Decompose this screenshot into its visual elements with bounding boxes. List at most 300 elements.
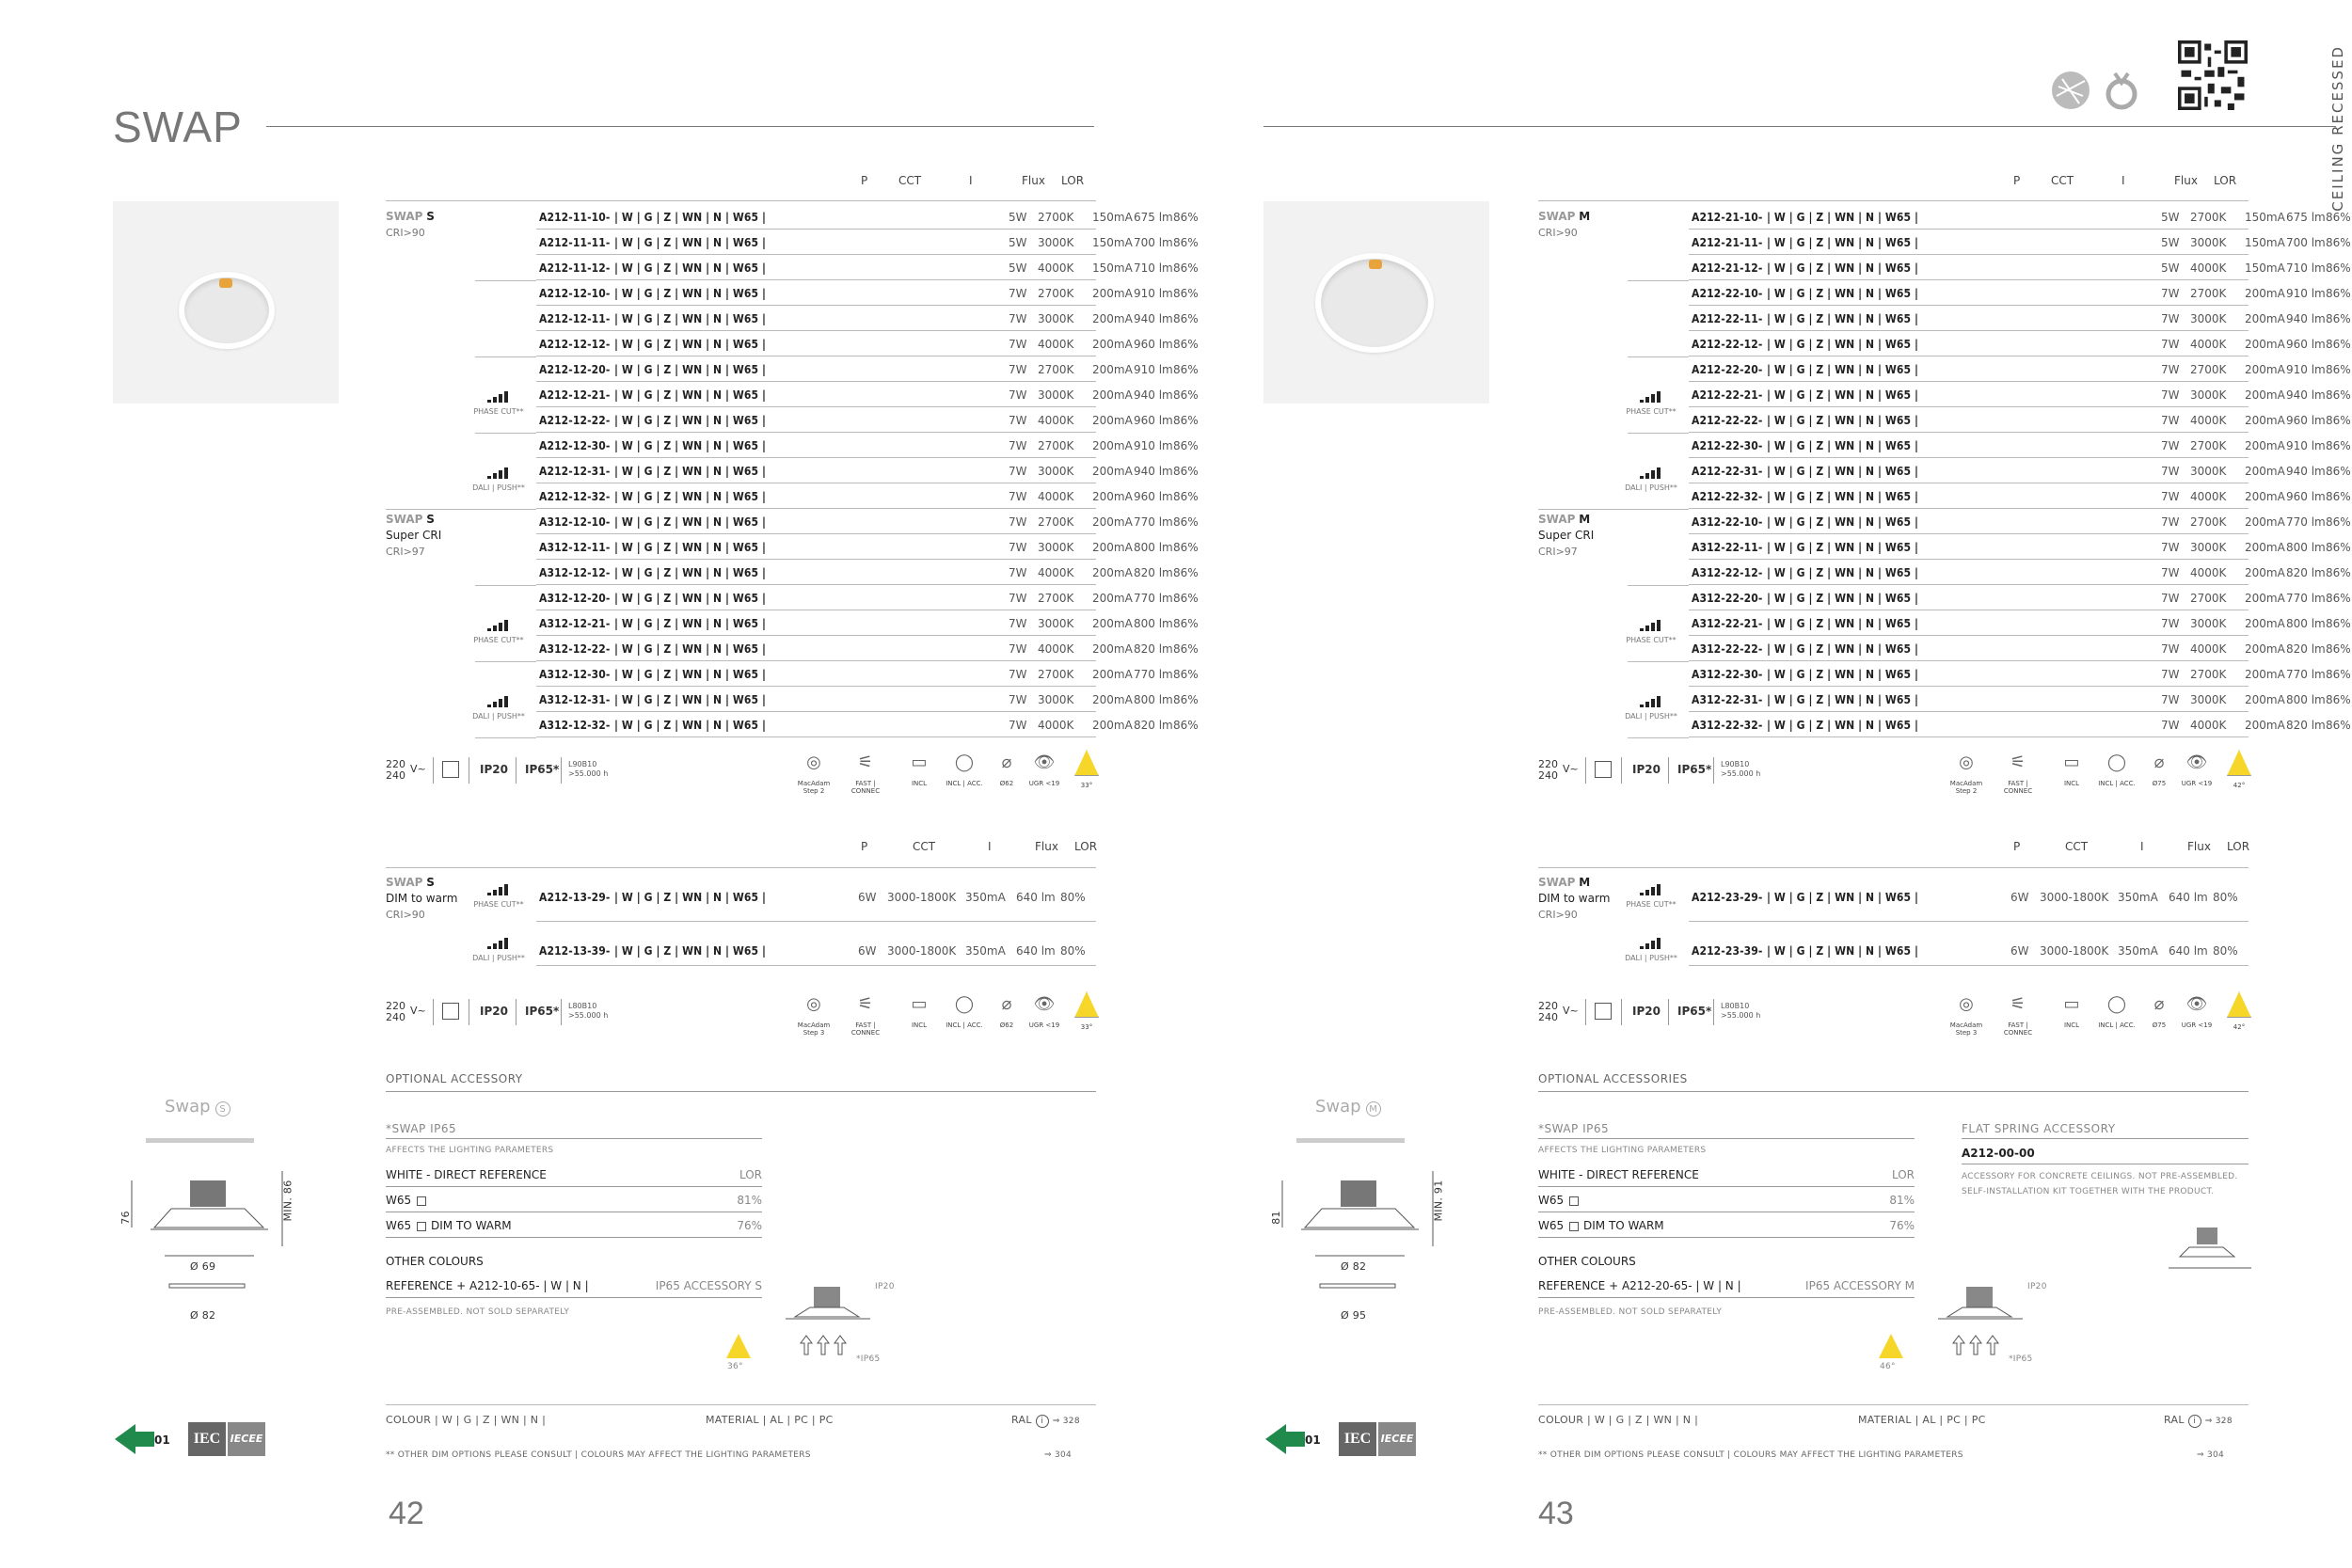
colour-options: | W | G | Z | WN | N | W65 | bbox=[1767, 236, 1918, 249]
dim-mode-label: DALI | PUSH** bbox=[472, 483, 525, 492]
colour-options: | W | G | Z | WN | N | W65 | bbox=[614, 566, 766, 579]
column-header: Flux bbox=[1022, 174, 1045, 187]
reference-row[interactable] bbox=[386, 1275, 762, 1298]
table-row[interactable] bbox=[536, 306, 1199, 331]
voltage-unit: V~ bbox=[1563, 763, 1579, 775]
current-value: 200mA bbox=[1092, 592, 1133, 605]
diameter-outer: Ø 82 bbox=[190, 1309, 216, 1322]
dim-page-link[interactable]: ⇒ 304 bbox=[1044, 1450, 1073, 1460]
table-row[interactable] bbox=[536, 560, 1199, 585]
table-row[interactable] bbox=[1689, 255, 2351, 280]
w65-dim-row-text: DIM TO WARM bbox=[1583, 1219, 1664, 1232]
cct-value: 2700K bbox=[2190, 515, 2227, 529]
group-variant: DIM to warm bbox=[386, 892, 458, 905]
lor-value: 86% bbox=[1173, 515, 1199, 529]
cct-value: 3000-1800K bbox=[887, 944, 957, 958]
power-value: 7W bbox=[2161, 439, 2180, 452]
dimmer-bar bbox=[499, 394, 502, 403]
ip65-rating: IP65* bbox=[1677, 1005, 1712, 1018]
dali-push-icon bbox=[1623, 696, 1679, 721]
group-variant: Super CRI bbox=[386, 529, 442, 542]
power-value: 7W bbox=[1009, 719, 1027, 732]
group-separator bbox=[475, 280, 536, 281]
ip65-label: *IP65 bbox=[2009, 1354, 2033, 1364]
flux-value: 700 lm bbox=[2286, 236, 2326, 249]
power-value: 7W bbox=[2161, 515, 2180, 529]
icon-label: INCL bbox=[2063, 780, 2080, 787]
table-row[interactable] bbox=[536, 204, 1199, 230]
beam-angle-label: 46° bbox=[1880, 1362, 1896, 1371]
group-series: SWAP bbox=[1538, 513, 1576, 526]
dimmer-bar bbox=[1645, 943, 1649, 949]
w65-row-label: W65 bbox=[1538, 1194, 1565, 1207]
voltage bbox=[1538, 758, 1579, 782]
table-row[interactable] bbox=[1689, 661, 2351, 687]
group-separator bbox=[1628, 280, 1689, 281]
colour-options-text: COLOUR | W | G | Z | WN | N | bbox=[386, 1414, 547, 1426]
flux-value: 800 lm bbox=[2286, 693, 2326, 706]
w65-row[interactable] bbox=[1538, 1190, 1915, 1212]
table-row[interactable] bbox=[1689, 938, 2249, 966]
table-row[interactable] bbox=[536, 280, 1199, 306]
ugr-eye-icon bbox=[2173, 750, 2220, 787]
current-value: 200mA bbox=[1092, 566, 1133, 579]
group-separator bbox=[386, 509, 536, 510]
group-cri: CRI>90 bbox=[1538, 227, 1578, 239]
flux-value: 770 lm bbox=[1134, 592, 1173, 605]
header-rule bbox=[386, 200, 1096, 201]
cct-value: 2700K bbox=[2190, 211, 2227, 224]
colour-options: | W | G | Z | WN | N | W65 | bbox=[1767, 944, 1918, 958]
current-value: 200mA bbox=[1092, 541, 1133, 554]
product-sketch-label bbox=[165, 1097, 230, 1117]
table-row[interactable] bbox=[1689, 884, 2249, 922]
column-header: Flux bbox=[2187, 840, 2211, 853]
lor-value: 86% bbox=[1173, 312, 1199, 325]
colour-options: | W | G | Z | WN | N | W65 | bbox=[614, 541, 766, 554]
w65-dim-row[interactable] bbox=[1538, 1215, 1915, 1238]
accessory-incl-icon bbox=[941, 991, 988, 1029]
flux-value: 675 lm bbox=[1134, 211, 1173, 224]
cct-value: 3000K bbox=[1038, 236, 1074, 249]
group-variant: Super CRI bbox=[1538, 529, 1595, 542]
table-row[interactable] bbox=[536, 382, 1199, 407]
dali-push-icon bbox=[470, 938, 527, 962]
table-row[interactable] bbox=[1689, 687, 2351, 712]
accessory-incl-icon-glyph: ◯ bbox=[954, 994, 975, 1014]
fast-connector-icon-glyph: ⚟ bbox=[857, 994, 874, 1014]
accessory-incl-icon bbox=[2093, 991, 2140, 1029]
table-row[interactable] bbox=[536, 331, 1199, 356]
icon-label: FAST | CONNEC bbox=[2003, 780, 2033, 795]
table-row[interactable] bbox=[1689, 610, 2351, 636]
fast-connector-icon bbox=[842, 991, 889, 1037]
flux-value: 960 lm bbox=[1134, 414, 1173, 427]
product-group-name bbox=[386, 875, 457, 923]
power-value: 7W bbox=[2161, 414, 2180, 427]
beam-angle-icon bbox=[2216, 991, 2263, 1031]
table-row[interactable] bbox=[536, 610, 1199, 636]
dimmer-bars-icon bbox=[1640, 884, 1662, 895]
current-value: 350mA bbox=[2118, 944, 2158, 958]
iec-badge: IEC bbox=[188, 1422, 226, 1456]
w65-dim-row[interactable] bbox=[386, 1215, 762, 1238]
cct-value: 4000K bbox=[2190, 566, 2227, 579]
product-code: A212-22-31- bbox=[1692, 465, 1763, 478]
colour-options-text: COLOUR | W | G | Z | WN | N | bbox=[1538, 1414, 1699, 1426]
flux-value: 940 lm bbox=[2286, 312, 2326, 325]
product-code: A312-12-30- bbox=[539, 668, 611, 681]
lifetime-l: L90B10 bbox=[1721, 760, 1750, 768]
voltage-value: 220 240 bbox=[1538, 758, 1558, 782]
lor-value: 86% bbox=[2326, 541, 2351, 554]
cct-value: 4000K bbox=[1038, 414, 1074, 427]
lor-value: 86% bbox=[2326, 388, 2351, 402]
icon-label: 42° bbox=[2233, 1023, 2246, 1031]
voltage bbox=[1538, 1000, 1579, 1023]
table-row[interactable] bbox=[1689, 636, 2351, 661]
product-code: A212-12-11- bbox=[539, 312, 611, 325]
cert-number: 01 bbox=[1305, 1433, 1321, 1447]
table-row[interactable] bbox=[1689, 458, 2351, 483]
colour-options: | W | G | Z | WN | N | W65 | bbox=[1767, 515, 1918, 529]
page-number: 43 bbox=[1538, 1496, 1574, 1531]
colour-options: | W | G | Z | WN | N | W65 | bbox=[1767, 338, 1918, 351]
power-value: 7W bbox=[2161, 287, 2180, 300]
table-row[interactable] bbox=[1689, 509, 2351, 534]
ral-link[interactable] bbox=[1011, 1414, 1080, 1428]
product-code: A312-12-32- bbox=[539, 719, 611, 732]
column-header: LOR bbox=[2214, 174, 2237, 187]
table-row[interactable] bbox=[1689, 712, 2351, 737]
iecee-badge: IECEE bbox=[228, 1422, 265, 1456]
lor-value: 86% bbox=[2326, 566, 2351, 579]
lor-value: 86% bbox=[1173, 465, 1199, 478]
current-value: 200mA bbox=[1092, 388, 1133, 402]
dim-mode-label: PHASE CUT** bbox=[473, 900, 524, 909]
cct-value: 3000K bbox=[1038, 312, 1074, 325]
icon-label: UGR <19 bbox=[2181, 1022, 2213, 1029]
group-separator bbox=[475, 356, 536, 357]
table-row[interactable] bbox=[536, 712, 1199, 737]
table-row[interactable] bbox=[1689, 483, 2351, 509]
colour-options: | W | G | Z | WN | N | W65 | bbox=[1767, 541, 1918, 554]
led-chip bbox=[1369, 260, 1382, 269]
flux-value: 710 lm bbox=[2286, 261, 2326, 275]
other-colours-heading bbox=[386, 1251, 762, 1274]
ugr-eye-icon bbox=[1021, 991, 1068, 1029]
product-name: Swap bbox=[1315, 1097, 1361, 1117]
flux-value: 700 lm bbox=[1134, 236, 1173, 249]
table-row[interactable] bbox=[536, 585, 1199, 610]
flux-value: 820 lm bbox=[1134, 719, 1173, 732]
dimension-drawing-icon bbox=[1263, 1162, 1452, 1331]
phase-cut-icon bbox=[470, 884, 527, 909]
swatch-white bbox=[417, 1196, 426, 1206]
group-separator bbox=[475, 661, 536, 662]
lor-value: 86% bbox=[2326, 719, 2351, 732]
table-row[interactable] bbox=[1689, 356, 2351, 382]
icon-label: MacAdam Step 3 bbox=[1949, 1022, 1983, 1037]
table-row[interactable] bbox=[1689, 204, 2351, 230]
table-row[interactable] bbox=[536, 230, 1199, 255]
phase-cut-icon bbox=[470, 391, 527, 416]
lor-value: 86% bbox=[1173, 338, 1199, 351]
current-value: 200mA bbox=[2245, 363, 2285, 376]
table-row[interactable] bbox=[1689, 306, 2351, 331]
w65-row-value: 81% bbox=[737, 1194, 762, 1207]
table-row[interactable] bbox=[536, 255, 1199, 280]
page-number: 42 bbox=[389, 1496, 424, 1531]
reference-row-value: IP65 ACCESSORY S bbox=[655, 1279, 762, 1292]
colour-options: | W | G | Z | WN | N | W65 | bbox=[1767, 287, 1918, 300]
power-value: 7W bbox=[2161, 719, 2180, 732]
colour-options: | W | G | Z | WN | N | W65 | bbox=[614, 668, 766, 681]
power-value: 7W bbox=[2161, 642, 2180, 656]
product-code: A212-21-12- bbox=[1692, 261, 1763, 275]
award-icons bbox=[2049, 68, 2162, 115]
current-value: 200mA bbox=[2245, 515, 2285, 529]
header-rule bbox=[1538, 867, 2249, 868]
flux-value: 960 lm bbox=[2286, 490, 2326, 503]
lor-value: 86% bbox=[2326, 236, 2351, 249]
product-code: A312-22-21- bbox=[1692, 617, 1763, 630]
accessory-incl-icon-glyph: ◯ bbox=[954, 752, 975, 772]
power-value: 7W bbox=[2161, 363, 2180, 376]
cct-value: 2700K bbox=[1038, 363, 1074, 376]
table-row[interactable] bbox=[536, 884, 1096, 922]
feature-icons bbox=[790, 991, 1101, 1048]
cct-value: 2700K bbox=[2190, 363, 2227, 376]
colour-options: | W | G | Z | WN | N | W65 | bbox=[614, 414, 766, 427]
macadam-icon-glyph: ◎ bbox=[806, 994, 821, 1014]
ral-link[interactable] bbox=[2164, 1414, 2233, 1428]
power-value: 7W bbox=[1009, 592, 1027, 605]
dimmer-bar bbox=[1657, 391, 1661, 403]
ip65-rating: IP65* bbox=[1677, 763, 1712, 776]
dimmer-bar bbox=[493, 626, 497, 631]
product-name: Swap bbox=[165, 1097, 211, 1117]
power-value: 7W bbox=[2161, 668, 2180, 681]
cct-value: 4000K bbox=[2190, 261, 2227, 275]
lor-value: 86% bbox=[2326, 515, 2351, 529]
power-value: 7W bbox=[2161, 312, 2180, 325]
table-row[interactable] bbox=[1689, 331, 2351, 356]
flat-spring-title: FLAT SPRING ACCESSORY bbox=[1962, 1122, 2116, 1135]
current-value: 350mA bbox=[965, 891, 1006, 904]
power-value: 7W bbox=[2161, 490, 2180, 503]
cct-value: 3000K bbox=[1038, 541, 1074, 554]
qr-code-icon[interactable] bbox=[2178, 40, 2248, 110]
table-row[interactable] bbox=[1689, 407, 2351, 433]
accessory-incl-icon bbox=[941, 750, 988, 787]
dali-push-icon bbox=[470, 696, 527, 721]
power-value: 7W bbox=[2161, 338, 2180, 351]
spec-bar bbox=[386, 994, 1093, 1037]
dimmer-bar bbox=[1645, 626, 1649, 631]
product-code: A212-22-10- bbox=[1692, 287, 1763, 300]
lifetime-l: L80B10 bbox=[1721, 1002, 1750, 1010]
class-ii-icon bbox=[442, 1003, 459, 1020]
ip20-rating: IP20 bbox=[480, 763, 508, 776]
table-row[interactable] bbox=[536, 407, 1199, 433]
reference-row[interactable] bbox=[1538, 1275, 1915, 1298]
lifetime bbox=[1721, 760, 1760, 779]
product-code: A212-21-10- bbox=[1692, 211, 1763, 224]
column-header: CCT bbox=[2065, 840, 2089, 853]
power-value: 7W bbox=[1009, 414, 1027, 427]
table-row[interactable] bbox=[536, 458, 1199, 483]
beam-angle-icon bbox=[1063, 991, 1110, 1031]
product-code: A312-22-32- bbox=[1692, 719, 1763, 732]
power-value: 7W bbox=[2161, 566, 2180, 579]
table-row[interactable] bbox=[1689, 280, 2351, 306]
power-value: 7W bbox=[1009, 541, 1027, 554]
product-code: A212-22-22- bbox=[1692, 414, 1763, 427]
dimmer-bar bbox=[487, 705, 491, 707]
table-row[interactable] bbox=[536, 509, 1199, 534]
accessory-header[interactable] bbox=[386, 1164, 762, 1187]
page-title: SWAP bbox=[113, 103, 243, 151]
divider bbox=[561, 757, 562, 784]
fast-connector-icon-glyph: ⚟ bbox=[2010, 752, 2026, 772]
power-value: 7W bbox=[1009, 287, 1027, 300]
column-header: CCT bbox=[913, 840, 936, 853]
table-row[interactable] bbox=[1689, 433, 2351, 458]
power-value: 7W bbox=[1009, 693, 1027, 706]
power-value: 7W bbox=[1009, 617, 1027, 630]
power-value: 7W bbox=[1009, 566, 1027, 579]
power-value: 7W bbox=[2161, 617, 2180, 630]
power-value: 7W bbox=[2161, 465, 2180, 478]
product-photo bbox=[1263, 201, 1489, 404]
cutout-icon-glyph: ⌀ bbox=[2153, 994, 2165, 1014]
flux-value: 820 lm bbox=[2286, 566, 2326, 579]
table-row[interactable] bbox=[536, 636, 1199, 661]
driver-incl-icon bbox=[2048, 750, 2095, 787]
icon-label: INCL bbox=[2063, 1022, 2080, 1029]
optional-accessory-heading: OPTIONAL ACCESSORIES bbox=[1538, 1072, 1688, 1085]
accessory-note: PRE-ASSEMBLED. NOT SOLD SEPARATELY bbox=[386, 1307, 570, 1317]
flux-value: 800 lm bbox=[2286, 617, 2326, 630]
phase-cut-icon bbox=[1623, 391, 1679, 416]
group-separator bbox=[475, 585, 536, 586]
product-code: A312-22-22- bbox=[1692, 642, 1763, 656]
accessory-header-value: LOR bbox=[1891, 1168, 1915, 1181]
table-row[interactable] bbox=[1689, 534, 2351, 560]
lifetime-h: >55.000 h bbox=[568, 769, 609, 778]
lor-value: 86% bbox=[1173, 414, 1199, 427]
table-header bbox=[386, 840, 1098, 855]
dimmer-bar bbox=[1651, 699, 1655, 707]
right-page bbox=[1176, 0, 2352, 1568]
divider bbox=[1713, 757, 1714, 784]
column-header: I bbox=[2122, 174, 2125, 187]
dimmer-bars-icon bbox=[487, 391, 510, 403]
table-row[interactable] bbox=[1689, 585, 2351, 610]
dim-page-link[interactable]: ⇒ 304 bbox=[2197, 1450, 2225, 1460]
accessory-header-label: WHITE - DIRECT REFERENCE bbox=[1538, 1168, 1699, 1181]
ral-page: ⇒ 328 bbox=[2204, 1417, 2233, 1426]
table-row[interactable] bbox=[1689, 230, 2351, 255]
current-value: 350mA bbox=[2118, 891, 2158, 904]
cct-value: 3000K bbox=[2190, 465, 2227, 478]
table-row[interactable] bbox=[536, 687, 1199, 712]
w65-dim-row-text: DIM TO WARM bbox=[431, 1219, 512, 1232]
colour-options: | W | G | Z | WN | N | W65 | bbox=[614, 363, 766, 376]
power-value: 7W bbox=[2161, 541, 2180, 554]
dimmer-bar bbox=[499, 699, 502, 707]
w65-row-value: 81% bbox=[1889, 1194, 1915, 1207]
table-row[interactable] bbox=[1689, 382, 2351, 407]
cutout-icon-glyph: ⌀ bbox=[2153, 752, 2165, 772]
driver-incl-icon-glyph: ▭ bbox=[911, 752, 928, 772]
beam-angle-icon bbox=[1063, 750, 1110, 789]
dimmer-bar bbox=[504, 938, 508, 949]
ip20-label: IP20 bbox=[875, 1282, 895, 1291]
product-group-name bbox=[1538, 209, 1590, 241]
voltage-value: 220 240 bbox=[386, 1000, 405, 1023]
material-text: MATERIAL | AL | PC | PC bbox=[706, 1414, 834, 1426]
ip65-fixture-sketch-icon bbox=[786, 1279, 917, 1373]
table-row[interactable] bbox=[536, 433, 1199, 458]
current-value: 200mA bbox=[1092, 338, 1133, 351]
current-value: 200mA bbox=[1092, 439, 1133, 452]
icon-label: MacAdam Step 3 bbox=[797, 1022, 831, 1037]
dimmer-bar bbox=[493, 473, 497, 479]
product-code: A212-23-39- bbox=[1692, 944, 1763, 958]
lifetime bbox=[568, 760, 608, 779]
dim-mode-label: PHASE CUT** bbox=[1626, 636, 1677, 644]
colour-options: | W | G | Z | WN | N | W65 | bbox=[1767, 388, 1918, 402]
power-value: 6W bbox=[2010, 891, 2029, 904]
table-row[interactable] bbox=[536, 483, 1199, 509]
flux-value: 960 lm bbox=[2286, 338, 2326, 351]
icon-label: INCL | ACC. bbox=[2098, 1022, 2136, 1029]
side-label: CEILING RECESSED bbox=[2329, 45, 2346, 212]
table-row[interactable] bbox=[536, 356, 1199, 382]
cct-value: 3000K bbox=[2190, 236, 2227, 249]
group-size: S bbox=[426, 876, 435, 889]
group-size: M bbox=[1579, 876, 1591, 889]
colour-options: | W | G | Z | WN | N | W65 | bbox=[1767, 439, 1918, 452]
accessory-header[interactable] bbox=[1538, 1164, 1915, 1187]
icon-label: UGR <19 bbox=[1028, 780, 1060, 787]
height-dim: 81 bbox=[1269, 1211, 1282, 1225]
cct-value: 3000-1800K bbox=[2040, 944, 2109, 958]
table-row[interactable] bbox=[536, 534, 1199, 560]
table-row[interactable] bbox=[536, 661, 1199, 687]
table-row[interactable] bbox=[1689, 560, 2351, 585]
colour-options: | W | G | Z | WN | N | W65 | bbox=[614, 719, 766, 732]
spec-bar bbox=[1538, 752, 2246, 795]
title-rule bbox=[1263, 126, 2336, 127]
ral-label: RAL bbox=[2164, 1414, 2185, 1426]
colour-options: | W | G | Z | WN | N | W65 | bbox=[614, 515, 766, 529]
dimmer-bar bbox=[1651, 394, 1655, 403]
product-code: A212-12-12- bbox=[539, 338, 611, 351]
w65-row[interactable] bbox=[386, 1190, 762, 1212]
flux-value: 910 lm bbox=[1134, 363, 1173, 376]
group-series: SWAP bbox=[386, 210, 423, 223]
colour-options: | W | G | Z | WN | N | W65 | bbox=[614, 490, 766, 503]
ugr-eye-icon-glyph: 👁 bbox=[2185, 752, 2208, 772]
flat-spring-sketch-icon bbox=[2169, 1223, 2253, 1279]
lor-value: 86% bbox=[2326, 465, 2351, 478]
table-row[interactable] bbox=[536, 938, 1096, 966]
product-code: A212-22-20- bbox=[1692, 363, 1763, 376]
power-value: 7W bbox=[1009, 668, 1027, 681]
